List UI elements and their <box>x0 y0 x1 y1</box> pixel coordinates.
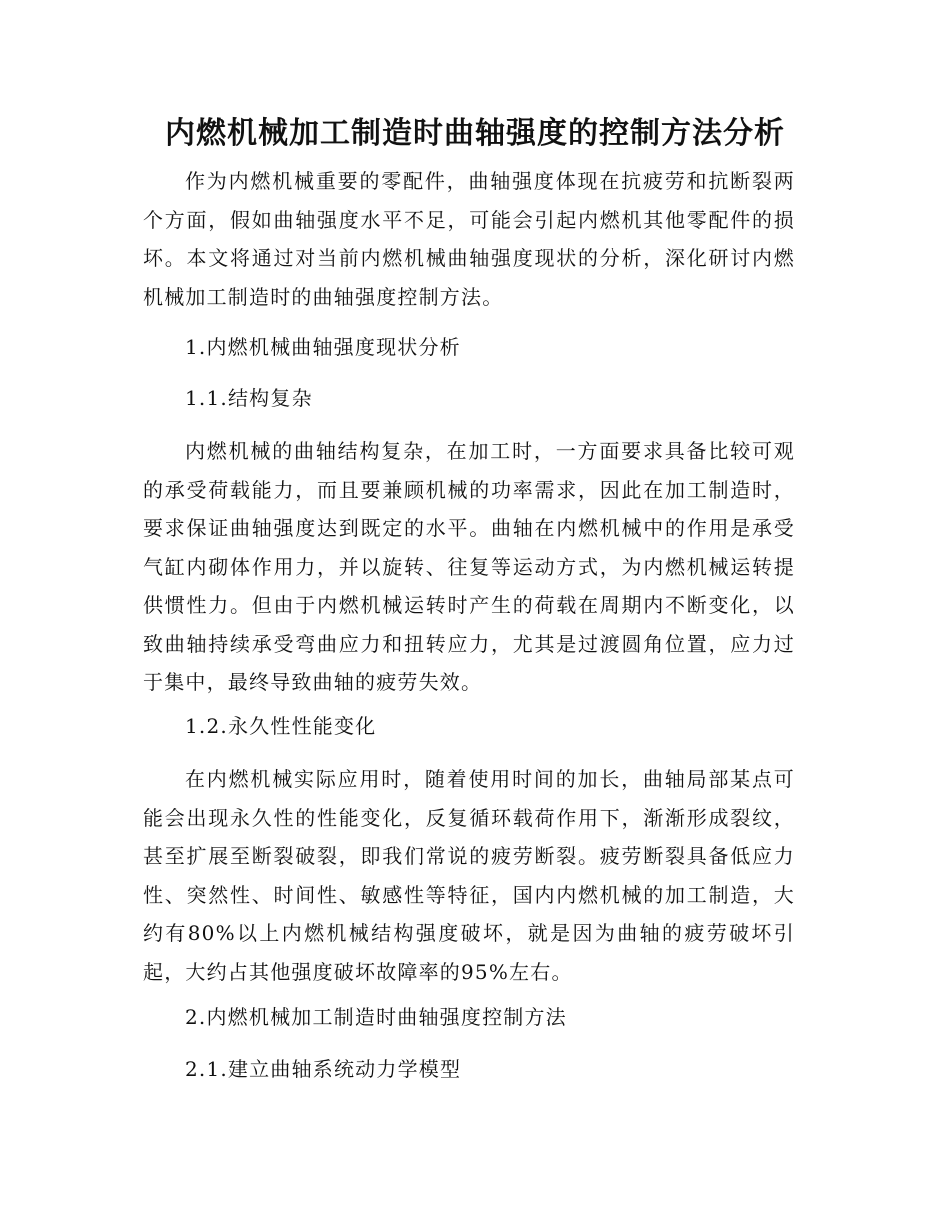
document-title: 内燃机械加工制造时曲轴强度的控制方法分析 <box>165 116 785 151</box>
section-1-heading: 1.内燃机械曲轴强度现状分析 <box>185 335 461 359</box>
section-2-1-heading: 2.1.建立曲轴系统动力学模型 <box>185 1057 462 1081</box>
section-1-2-heading: 1.2.永久性性能变化 <box>185 714 377 738</box>
intro-paragraph: 作为内燃机械重要的零配件，曲轴强度体现在抗疲劳和抗断裂两个方面，假如曲轴强度水平不足，可能会引起内燃机其他零配件的损坏。本文将通过对当前内燃机械曲轴强度现状的分析，深化研讨内燃机械加工制造时的曲轴强度控制方法。 <box>143 169 795 309</box>
section-1-1-heading: 1.1.结构复杂 <box>185 386 313 410</box>
section-1-2-paragraph: 在内燃机械实际应用时，随着使用时间的加长，曲轴局部某点可能会出现永久性的性能变化，反复循环载荷作用下，渐渐形成裂纹，甚至扩展至断裂破裂，即我们常说的疲劳断裂。疲劳断裂具备低应力性、突然性、时间性、敏感性等特征，国内内燃机械的加工制造，大约有80%以上内燃机械结构强度破坏，就是因为曲轴的疲劳破坏引起，大约占其他强度破坏故障率的95%左右。 <box>143 767 795 984</box>
section-1-1-paragraph: 内燃机械的曲轴结构复杂，在加工时，一方面要求具备比较可观的承受荷载能力，而且要兼顾机械的功率需求，因此在加工制造时，要求保证曲轴强度达到既定的水平。曲轴在内燃机械中的作用是承受气缸内砌体作用力，并以旋转、往复等运动方式，为内燃机械运转提供惯性力。但由于内燃机械运转时产生的荷载在周期内不断变化，以致曲轴持续承受弯曲应力和扭转应力，尤其是过渡圆角位置，应力过于集中，最终导致曲轴的疲劳失效。 <box>143 439 795 694</box>
section-2-heading: 2.内燃机械加工制造时曲轴强度控制方法 <box>185 1005 567 1029</box>
